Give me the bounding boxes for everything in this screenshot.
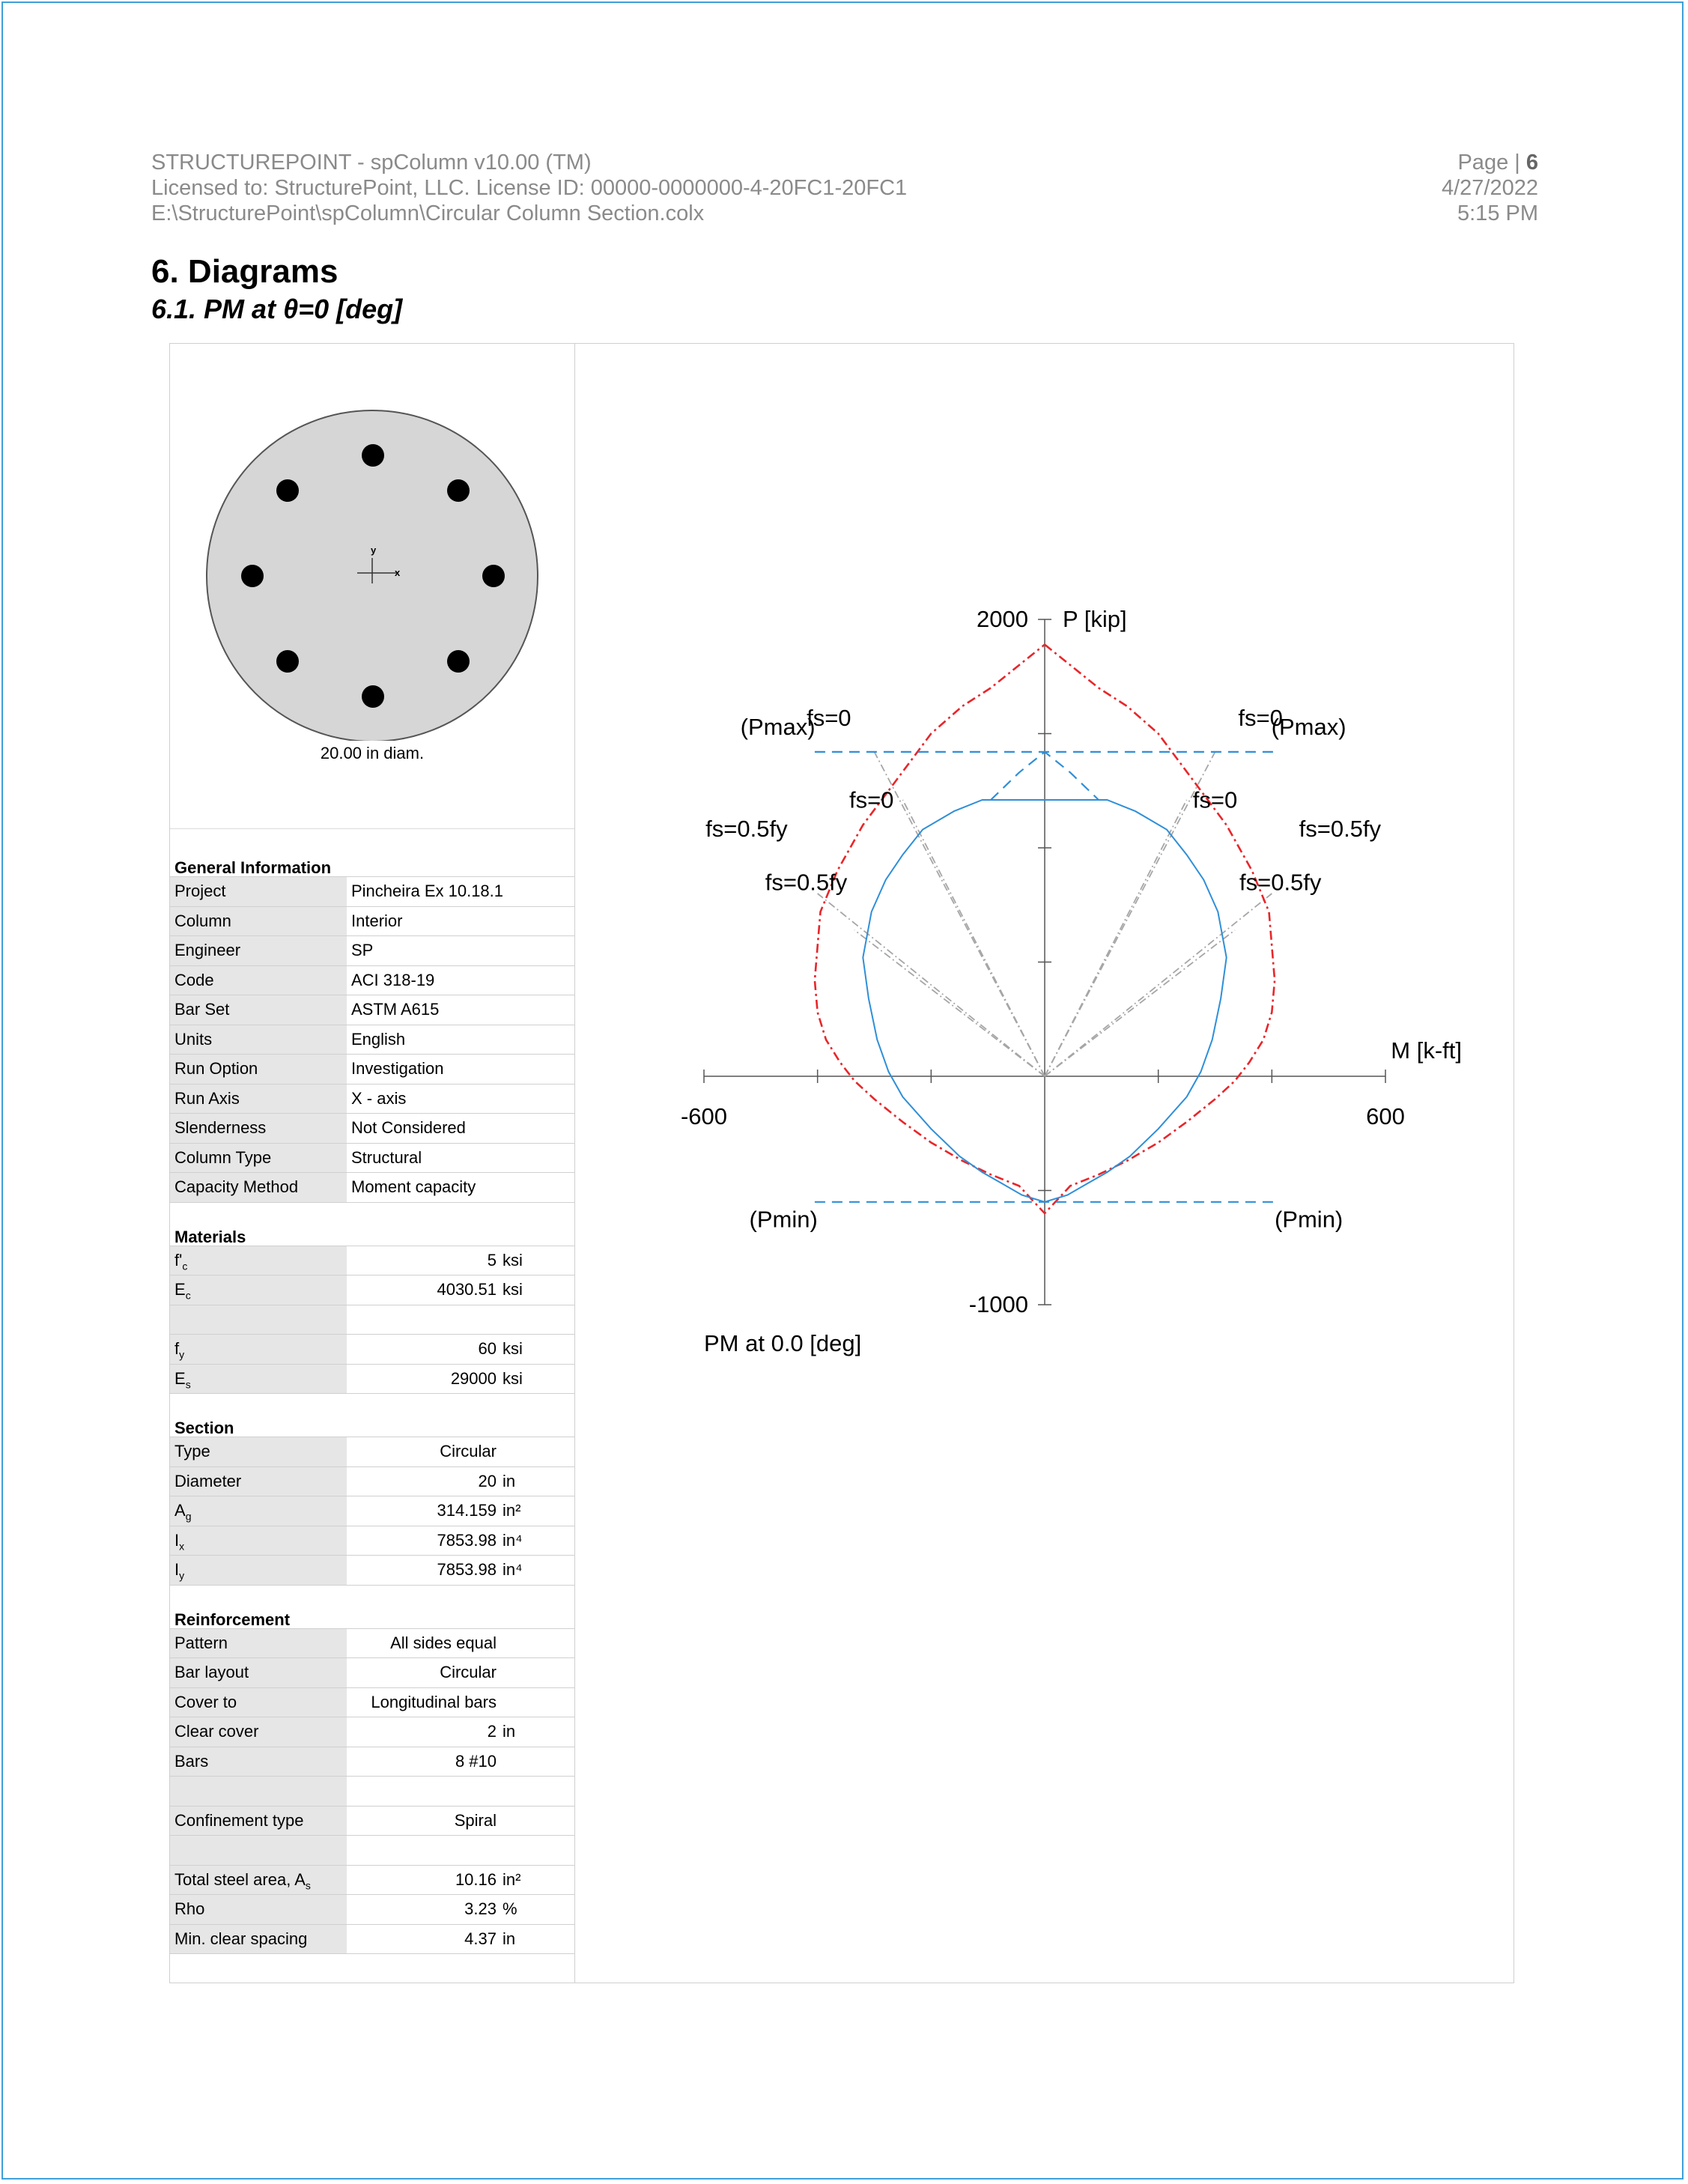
diagram-panel	[169, 343, 1514, 1983]
software-line: STRUCTUREPOINT - spColumn v10.00 (TM)	[151, 151, 592, 175]
table-row: Run Axis X - axis	[170, 1085, 574, 1114]
fs-line	[818, 894, 1045, 1076]
table-row: Cover to Longitudinal bars	[170, 1688, 574, 1718]
fs-line	[902, 800, 1045, 1076]
table-row: Units English	[170, 1025, 574, 1055]
fs-line	[1045, 894, 1272, 1076]
y-tick-label: -1000	[968, 1291, 1028, 1317]
annotation-label: fs=0	[1192, 786, 1238, 813]
page-indicator: Page | 6	[1457, 151, 1538, 175]
annotation-label: fs=0.5fy	[705, 815, 788, 842]
report-time: 5:15 PM	[1457, 201, 1538, 225]
table-row: $A_g$ 314.159 in²	[170, 1496, 574, 1526]
table-row: Column Interior	[170, 907, 574, 937]
table-row: Column Type Structural	[170, 1144, 574, 1174]
license-line: Licensed to: StructurePoint, LLC. License ID: 00000-0000000-4-20FC1-20FC1	[151, 176, 908, 200]
table-row: Bar layout Circular	[170, 1658, 574, 1688]
table-row: Engineer SP	[170, 936, 574, 966]
annotation-label: fs=0	[1238, 704, 1283, 731]
file-path-line: E:\StructurePoint\spColumn\Circular Column Section.colx	[151, 201, 705, 225]
annotation-label: fs=0	[848, 786, 894, 813]
table-row: $f_y$ 60 ksi	[170, 1335, 574, 1365]
chart-title: PM at 0.0 [deg]	[704, 1330, 862, 1356]
table-row: $f'_c$ 5 ksi	[170, 1246, 574, 1276]
table-row: Run Option Investigation	[170, 1055, 574, 1085]
y-axis-label: y	[371, 545, 377, 556]
annotation-label: fs=0.5fy	[765, 869, 848, 896]
pm-interaction-diagram	[170, 344, 1515, 1984]
materials-title: Materials	[170, 1221, 574, 1246]
table-row: Capacity Method Moment capacity	[170, 1173, 574, 1203]
report-header-right	[1442, 150, 1538, 226]
table-row: Diameter 20 in	[170, 1467, 574, 1497]
x-axis-label: x	[395, 567, 401, 578]
table-row: Bars 8 #10	[170, 1747, 574, 1777]
table-row: $I_y$ 7853.98 in⁴	[170, 1556, 574, 1586]
subsection-heading: 6.1. PM at θ=0 [deg]	[151, 294, 403, 324]
annotation-label: fs=0	[807, 704, 851, 731]
table-row: $E_c$ 4030.51 ksi	[170, 1275, 574, 1305]
reinforcement-title: Reinforcement	[170, 1604, 574, 1629]
table-row: Code ACI 318-19	[170, 966, 574, 996]
annotation-label: fs=0.5fy	[1299, 815, 1382, 842]
x-tick-label: 600	[1366, 1103, 1405, 1129]
table-row: Bar Set ASTM A615	[170, 995, 574, 1025]
table-row: Type Circular	[170, 1437, 574, 1467]
annotation-label: (Pmax)	[1271, 714, 1347, 741]
table-row: Rho 3.23 %	[170, 1895, 574, 1925]
report-header-left	[151, 150, 907, 226]
x-axis-label: M [k-ft]	[1391, 1037, 1462, 1064]
table-row: $E_s$ 29000 ksi	[170, 1365, 574, 1395]
report-date: 4/27/2022	[1441, 176, 1538, 200]
annotation-label: (Pmin)	[749, 1206, 818, 1233]
table-row: Slenderness Not Considered	[170, 1114, 574, 1144]
annotation-label: (Pmin)	[1274, 1206, 1344, 1233]
section-heading: 6. Diagrams	[151, 253, 338, 290]
y-tick-label: 2000	[977, 606, 1028, 632]
table-row: Total steel area, $A_s$ 10.16 in²	[170, 1866, 574, 1896]
annotation-label: (Pmax)	[740, 714, 816, 741]
table-row: Clear cover 2 in	[170, 1717, 574, 1747]
x-tick-label: -600	[680, 1103, 728, 1129]
general-information-title: General Information	[170, 852, 574, 877]
table-row: Confinement type Spiral	[170, 1807, 574, 1836]
table-row: Project Pincheira Ex 10.18.1	[170, 877, 574, 907]
diameter-label: 20.00 in diam.	[320, 744, 425, 762]
annotation-label: fs=0.5fy	[1239, 869, 1322, 896]
table-row: Pattern All sides equal	[170, 1629, 574, 1659]
y-axis-label: P [kip]	[1063, 606, 1127, 632]
table-row: Min. clear spacing 4.37 in	[170, 1925, 574, 1955]
table-row: $I_x$ 7853.98 in⁴	[170, 1526, 574, 1556]
section-props-title: Section	[170, 1412, 574, 1437]
fs-line	[1045, 800, 1187, 1076]
page-number: 6	[1525, 151, 1538, 175]
